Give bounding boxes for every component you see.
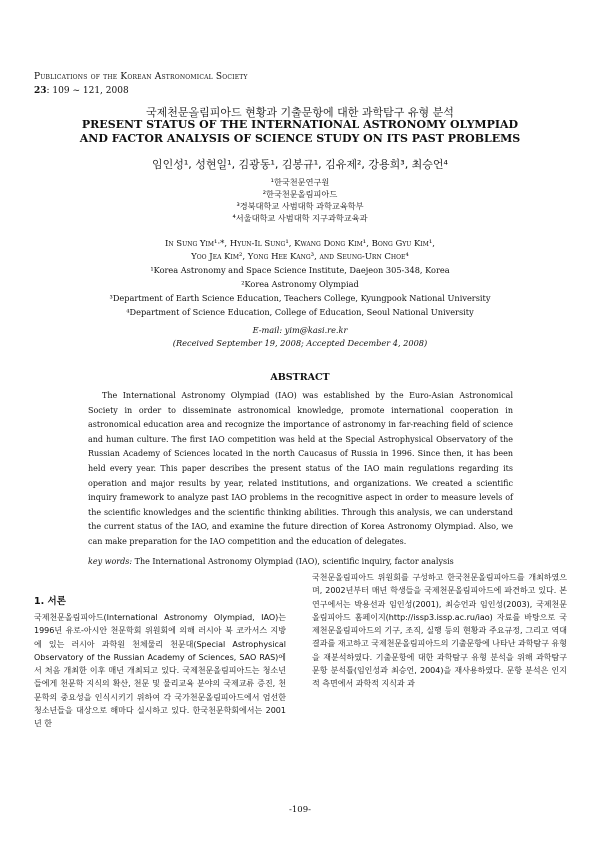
abstract-body: [88, 389, 513, 550]
authors-english-line1: In Sung Yim¹·*, Hyun-Il Sung¹, Kwang Dong Kim¹, Bong Gyu Kim¹,: [165, 239, 435, 249]
page-number: -109-: [289, 805, 311, 815]
journal-pages: : 109 ~ 121, 2008: [46, 86, 129, 96]
authors-korean: 임인성¹, 성현일¹, 김광동¹, 김봉규¹, 김유제², 강용희³, 최승언⁴: [152, 158, 448, 171]
affiliation-korean-4: ⁴서울대학교 사범대학 지구과학교육과: [232, 213, 368, 223]
body-right-column: 국천문올림피아드 위원회를 구성하고 한국천문올림피아드를 개최하였으며, 2002년부터 매년 학생들을 국제천문올림피아드에 파견하고 있다. 본 연구에서는 박용선과 임인성(2001), 최승언과 임인성(2003), 국제천문올림피아드 홈페이지(http://issp3.issp.ac.ru/iao) 자료를 바탕으로 국제천문올림피아드의 기구, 조직, 실행 등의 현황과 주요규정, 그리고 역대 결과를 재고하고 국제천문올림피아드의 기출문항에 나타난 과학탐구 유형을 재분석하였다. 기출문항에 대한 과학탐구 유형 분석을 위해 과학탐구 문항 분석틀(임인성과 최승언, 2004)을 재사용하였다. 문항 분석은 인지적 측면에서 과학적 지식과 과: [312, 573, 567, 689]
abstract-text: The International Astronomy Olympiad (IAO) was established by the Euro-Asian Astronomical Society in order to disseminate astronomical knowledge, promote international cooperation in astronomical education area and recognize the importance of astronomy in far-reaching field of science and human culture. The first IAO competition was held at the Special Astrophysical Observatory of the Russian Academy of Sciences located in the north Caucasus of Russia in 1996. Since then, it has been held every year. This paper describes the present status of the IAO main regulations regarding its operation and major results by year, related institutions, and organizations. We created a scientific inquiry framework to analyze past IAO problems in the recognitive aspect in order to measure levels of the scientific knowledges and the scientific thinking abilities. Through this analysis, we can understand the current status of the IAO, and examine the future direction of Korea Astronomy Olympiad. Also, we can make preparation for the IAO competition and the education of delegates.: [88, 391, 513, 546]
affiliation-english-1: ¹Korea Astronomy and Space Science Institute, Daejeon 305-348, Korea: [150, 265, 450, 275]
abstract-heading: ABSTRACT: [270, 372, 330, 383]
received-dates: (Received September 19, 2008; Accepted December 4, 2008): [172, 338, 428, 348]
section-heading: 1. 서론: [34, 596, 66, 607]
affiliation-korean-2: ²한국천문올림피아드: [262, 189, 338, 199]
affiliation-english-4: ⁴Department of Science Education, College of Education, Seoul National University: [126, 307, 474, 317]
keywords-label: key words:: [88, 557, 133, 566]
affiliation-korean-3: ³경북대학교 사범대학 과학교육학부: [236, 201, 364, 211]
keywords-text: The International Astronomy Olympiad (IAO), scientific inquiry, factor analysis: [134, 557, 454, 566]
authors-english-line2: Yoo Jea Kim², Yong Hee Kang³, and Seung-Urn Choe⁴: [191, 252, 409, 262]
title-english-line2: AND FACTOR ANALYSIS OF SCIENCE STUDY ON ITS PAST PROBLEMS: [79, 132, 521, 145]
title-english-line1: PRESENT STATUS OF THE INTERNATIONAL ASTRONOMY OLYMPIAD: [81, 118, 519, 131]
affiliation-korean-1: ¹한국천문연구원: [270, 177, 330, 187]
journal-issue: [34, 86, 129, 96]
affiliation-english-3: ³Department of Earth Science Education, Teachers College, Kyungpook National University: [109, 293, 491, 303]
journal-title: Publications of the Korean Astronomical Society: [34, 72, 248, 82]
journal-name: [34, 72, 248, 82]
title-korean: 국제천문올림피아드 현황과 기출문항에 대한 과학탐구 유형 분석: [146, 106, 454, 119]
keywords: [88, 557, 513, 566]
journal-volume: 23: [34, 86, 47, 96]
body-left-column: 국제천문올림피아드(International Astronomy Olympiad, IAO)는 1996년 유로-아시안 천문학회 위원회에 의해 러시아 북 코카서스 지방에 있는 러시아 과학원 천체물리 천문대(Special Astrophysical Observatory of the Russian Academy of Sciences, SAO RAS)에서 처음 개최한 이후 매년 개최되고 있다. 국제천문올림피아드는 청소년들에게 천문학 지식의 확산, 천문 및 물리교육 분야의 국제교류 증진, 천문학의 중요성을 인식시키기 위하여 각 국가천문올림피아드에서 엄선한 청소년들을 대상으로 해마다 실시하고 있다. 한국천문학회에서는 2001년 한: [34, 613, 286, 729]
affiliation-english-2: ²Korea Astronomy Olympiad: [241, 279, 359, 289]
email: E-mail: yim@kasi.re.kr: [252, 325, 348, 335]
